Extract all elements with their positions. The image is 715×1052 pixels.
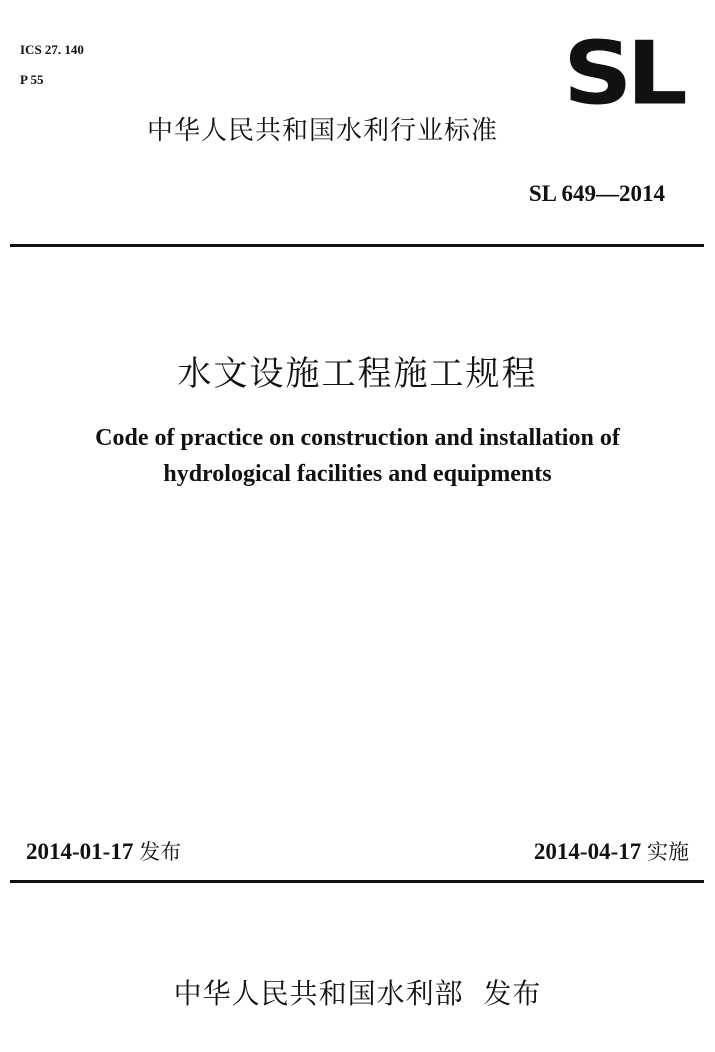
industry-standard-heading xyxy=(0,114,715,148)
issue-label: 发布 xyxy=(139,840,182,864)
effective-date: 2014-04-17 xyxy=(533,839,642,864)
bottom-divider xyxy=(10,880,704,883)
effective-date-block xyxy=(534,836,689,868)
industry-standard-text: 中华人民共和国水利行业标准 xyxy=(146,116,498,146)
issuer-action: 发布 xyxy=(483,977,542,1010)
issuer-block xyxy=(0,976,715,1012)
ics-code: ICS 27. 140 xyxy=(20,42,84,57)
issuer-name: 中华人民共和国水利部 xyxy=(173,977,464,1010)
english-title-line2: hydrological facilities and equipments xyxy=(163,461,552,487)
english-title-line1: Code of practice on construction and installation of xyxy=(95,425,620,451)
effective-label: 实施 xyxy=(647,840,689,864)
classification-code: P 55 xyxy=(20,72,44,87)
sl-logo: SL xyxy=(563,22,682,125)
standard-number: SL 649—2014 xyxy=(528,181,665,206)
chinese-title: 水文设施工程施工规程 xyxy=(177,354,538,394)
english-title xyxy=(20,420,695,492)
top-divider xyxy=(10,244,704,247)
issue-date: 2014-01-17 xyxy=(26,839,134,864)
issue-date-block xyxy=(26,836,181,868)
